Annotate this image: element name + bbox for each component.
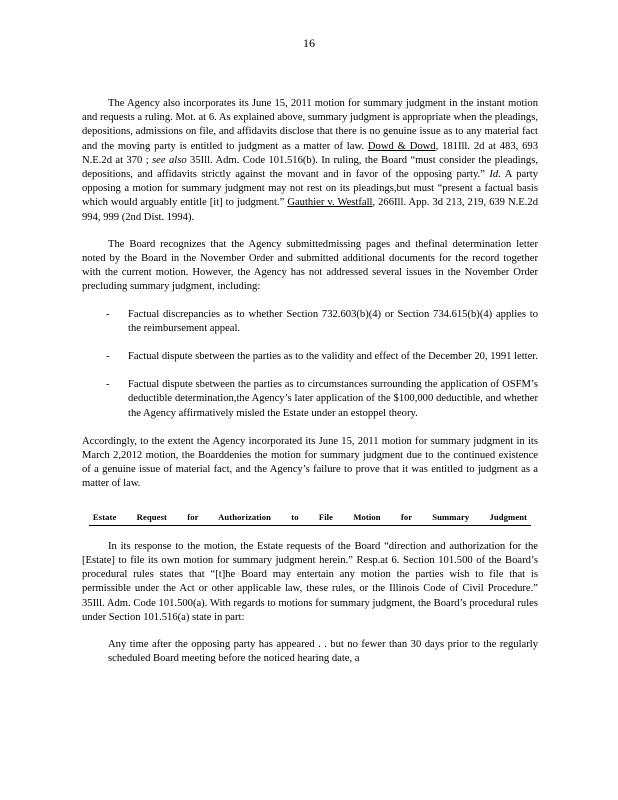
paragraph-board-recognizes: The Board recognizes that the Agency submittedmissing pages and thefinal determination letter noted by the Board in the November Order and submitted additional documents for the record together with the current motion. However, the Agency has not addressed several issues in the November Order precluding summary judgment, including: bbox=[82, 238, 538, 293]
signal-see-also: see also bbox=[152, 154, 187, 166]
section-heading bbox=[82, 510, 538, 526]
section-heading-text: Estate Request for Authorization to File Motion for Summary Judgment bbox=[89, 510, 531, 526]
list-item-text: Factual dispute sbetween the parties as to the validity and effect of the December 20, 1991 letter. bbox=[128, 351, 538, 363]
list-item bbox=[82, 378, 538, 421]
list-item-text: Factual dispute sbetween the parties as to circumstances surrounding the application of OSFM’s deductible determination,the Agency’s later application of the $100,000 deductible, and whether the Agency affirmatively misled the Estate under an estoppel theory. bbox=[128, 379, 538, 419]
bullet-marker: - bbox=[106, 379, 110, 391]
bullet-marker: - bbox=[106, 351, 110, 363]
paragraph-estate-response: In its response to the motion, the Estate requests of the Board “direction and authorization for the [Estate] to file its own motion for summary judgment herein.” Resp.at 6. Section 101.500 of the Board’s procedural rules states that “[t]he Board may entertain any motion the parties wish to file that is permissible under the Act or other applicable law, these rules, or the Illinois Code of Civil Procedure.” 35Ill. Adm. Code 101.500(a). With regards to motions for summary judgment, the Board’s procedural rules under Section 101.516(a) state in part: bbox=[82, 540, 538, 623]
bullet-marker: - bbox=[106, 308, 110, 320]
case-citation-gauthier: Gauthier v. Westfall bbox=[287, 197, 373, 209]
signal-id: Id. bbox=[489, 169, 501, 181]
list-item-text: Factual discrepancies as to whether Section 732.603(b)(4) or Section 734.615(b)(4) applies to the reimbursement appeal. bbox=[128, 308, 538, 334]
page-number: 16 bbox=[303, 36, 315, 50]
paragraph-text: 35Ill. Adm. Code 101.516(b). In ruling, the Board “must consider the pleadings, depositions, and affidavits strictly against the movant and in favor of the opposing party.” bbox=[82, 154, 538, 181]
paragraph-agency-incorporation bbox=[82, 97, 538, 225]
block-quote: Any time after the opposing party has appeared . . but no fewer than 30 days prior to the regularly scheduled Board meeting before the noticed hearing date, a bbox=[108, 639, 538, 665]
case-citation-dowd: Dowd & Dowd bbox=[367, 140, 436, 152]
paragraph-text: A party opposing a motion for summary judgment may not rest on its pleadings,but must “present a factual basis which would arguably entitle [it] to judgment.” bbox=[82, 169, 539, 209]
paragraph-text: , 181Ill. 2d at 483, 693 N.E.2d at 370 ; bbox=[82, 140, 539, 166]
document-body bbox=[82, 97, 538, 667]
paragraph-text: , 266Ill. App. 3d 213, 219, 639 N.E.2d 994, 999 (2nd Dist. 1994). bbox=[82, 197, 538, 223]
paragraph-text: The Agency also incorporates its June 15, 2011 motion for summary judgment in the instant motion and requests a ruling. Mot. at 6. As explained above, summary judgment is appropriate when the pleadings, depositions, admissions on file, and affidavits disclose that there is no genuine issue as to any material fact and the moving party is entitled to judgment as a matter of law. bbox=[82, 98, 538, 152]
issues-list bbox=[82, 308, 538, 421]
list-item bbox=[82, 350, 538, 364]
list-item bbox=[82, 308, 538, 336]
paragraph-accordingly: Accordingly, to the extent the Agency incorporated its June 15, 2011 motion for summary judgment in its March 2,2012 motion, the Boarddenies the motion for summary judgment due to the continued existence of a genuine issue of material fact, and the Agency’s failure to prove that it was entitled to judgment as a matter of law. bbox=[82, 435, 538, 490]
